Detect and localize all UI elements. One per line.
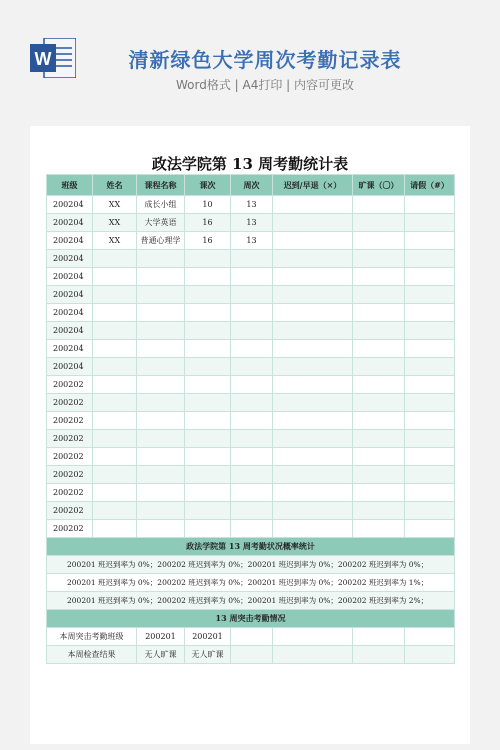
table-cell-session [185, 340, 231, 358]
table-cell-session [185, 484, 231, 502]
column-header: 课程名称 [137, 175, 185, 196]
table-cell-absent [353, 430, 405, 448]
table-cell-course [137, 430, 185, 448]
surprise-empty [273, 628, 353, 646]
table-cell-late [273, 520, 353, 538]
table-cell-session [185, 268, 231, 286]
column-header: 请假（#） [405, 175, 455, 196]
table-cell-class: 200204 [47, 196, 93, 214]
column-header: 周次 [231, 175, 273, 196]
table-cell-class: 200204 [47, 358, 93, 376]
table-cell-session: 16 [185, 214, 231, 232]
surprise-label: 本周检查结果 [47, 646, 137, 664]
column-header: 旷课（〇） [353, 175, 405, 196]
table-cell-late [273, 466, 353, 484]
table-cell-course [137, 520, 185, 538]
table-cell-late [273, 268, 353, 286]
table-cell-leave [405, 304, 455, 322]
table-cell-leave [405, 214, 455, 232]
table-cell-leave [405, 286, 455, 304]
table-cell-class: 200202 [47, 376, 93, 394]
surprise-empty [353, 646, 405, 664]
table-cell-week [231, 250, 273, 268]
table-cell-class: 200202 [47, 502, 93, 520]
table-cell-name [93, 448, 137, 466]
table-cell-session [185, 502, 231, 520]
table-cell-class: 200202 [47, 412, 93, 430]
table-cell-week [231, 520, 273, 538]
table-cell-week [231, 430, 273, 448]
document-page [30, 126, 470, 744]
table-cell-class: 200204 [47, 250, 93, 268]
table-cell-week [231, 304, 273, 322]
table-cell-absent [353, 232, 405, 250]
table-cell-absent [353, 214, 405, 232]
table-row [47, 376, 455, 394]
table-row [47, 250, 455, 268]
surprise-row [47, 628, 455, 646]
table-row [47, 196, 455, 214]
table-cell-absent [353, 340, 405, 358]
table-cell-week [231, 466, 273, 484]
table-cell-course [137, 376, 185, 394]
table-cell-late [273, 358, 353, 376]
table-row [47, 448, 455, 466]
column-header: 班级 [47, 175, 93, 196]
table-cell-leave [405, 502, 455, 520]
table-cell-absent [353, 376, 405, 394]
table-cell-late [273, 484, 353, 502]
table-cell-course [137, 250, 185, 268]
table-cell-course [137, 340, 185, 358]
table-cell-leave [405, 376, 455, 394]
table-cell-absent [353, 412, 405, 430]
table-row [47, 484, 455, 502]
table-cell-session [185, 520, 231, 538]
table-cell-leave [405, 448, 455, 466]
table-row [47, 358, 455, 376]
table-cell-name: XX [93, 214, 137, 232]
table-cell-session [185, 466, 231, 484]
table-cell-late [273, 340, 353, 358]
table-cell-absent [353, 466, 405, 484]
table-cell-name [93, 520, 137, 538]
table-cell-course [137, 502, 185, 520]
table-cell-name: XX [93, 196, 137, 214]
table-cell-course [137, 484, 185, 502]
surprise-empty [231, 628, 273, 646]
table-cell-late [273, 448, 353, 466]
table-cell-absent [353, 394, 405, 412]
table-cell-absent [353, 502, 405, 520]
table-cell-session [185, 430, 231, 448]
table-cell-course [137, 466, 185, 484]
table-cell-late [273, 502, 353, 520]
surprise-row [47, 646, 455, 664]
table-cell-leave [405, 340, 455, 358]
word-document-icon [30, 38, 76, 78]
table-row [47, 322, 455, 340]
table-cell-session [185, 358, 231, 376]
table-cell-late [273, 196, 353, 214]
table-cell-late [273, 376, 353, 394]
table-cell-name [93, 430, 137, 448]
table-cell-session [185, 394, 231, 412]
table-cell-course [137, 286, 185, 304]
table-cell-leave [405, 268, 455, 286]
surprise-label: 本周突击考勤班级 [47, 628, 137, 646]
table-cell-week [231, 412, 273, 430]
surprise-empty [273, 646, 353, 664]
stats-line: 200201 班迟到率为 0%；200202 班迟到率为 0%；200201 班迟到率为 0%；200202 班迟到率为 0%； [47, 556, 455, 574]
table-cell-class: 200204 [47, 214, 93, 232]
surprise-empty [405, 646, 455, 664]
table-cell-name [93, 286, 137, 304]
table-cell-late [273, 286, 353, 304]
table-cell-session [185, 250, 231, 268]
table-cell-leave [405, 358, 455, 376]
column-header: 迟到/早退（×） [273, 175, 353, 196]
stats-title-row [47, 538, 455, 556]
table-cell-absent [353, 520, 405, 538]
table-cell-leave [405, 412, 455, 430]
table-cell-absent [353, 196, 405, 214]
table-header-row [47, 175, 455, 196]
table-cell-course: 成长小组 [137, 196, 185, 214]
table-cell-course [137, 268, 185, 286]
table-cell-name [93, 466, 137, 484]
table-cell-class: 200202 [47, 394, 93, 412]
table-cell-session [185, 322, 231, 340]
table-cell-course [137, 448, 185, 466]
table-cell-week [231, 484, 273, 502]
table-cell-session [185, 412, 231, 430]
table-cell-name [93, 304, 137, 322]
svg-text:W: W [34, 49, 52, 69]
table-cell-class: 200202 [47, 466, 93, 484]
table-cell-name [93, 502, 137, 520]
table-cell-session: 16 [185, 232, 231, 250]
table-row [47, 214, 455, 232]
table-cell-late [273, 394, 353, 412]
table-cell-week [231, 322, 273, 340]
stats-row [47, 556, 455, 574]
surprise-value: 200201 [185, 628, 231, 646]
table-cell-session [185, 448, 231, 466]
table-cell-leave [405, 466, 455, 484]
surprise-value: 无人旷课 [137, 646, 185, 664]
table-cell-week [231, 502, 273, 520]
surprise-empty [231, 646, 273, 664]
table-cell-class: 200204 [47, 340, 93, 358]
table-cell-week [231, 358, 273, 376]
table-cell-session [185, 304, 231, 322]
table-cell-leave [405, 394, 455, 412]
table-row [47, 340, 455, 358]
table-cell-session [185, 376, 231, 394]
table-cell-class: 200202 [47, 484, 93, 502]
table-cell-absent [353, 268, 405, 286]
table-cell-leave [405, 520, 455, 538]
table-row [47, 268, 455, 286]
table-cell-leave [405, 430, 455, 448]
table-cell-class: 200204 [47, 232, 93, 250]
stats-row [47, 574, 455, 592]
table-cell-leave [405, 250, 455, 268]
table-cell-week [231, 340, 273, 358]
table-cell-absent [353, 304, 405, 322]
table-cell-leave [405, 484, 455, 502]
column-header: 姓名 [93, 175, 137, 196]
table-row [47, 430, 455, 448]
table-cell-course [137, 304, 185, 322]
table-cell-class: 200204 [47, 322, 93, 340]
table-cell-name: XX [93, 232, 137, 250]
table-cell-course [137, 322, 185, 340]
surprise-empty [405, 628, 455, 646]
table-cell-course [137, 394, 185, 412]
table-row [47, 286, 455, 304]
table-cell-name [93, 376, 137, 394]
page-title: 清新绿色大学周次考勤记录表 [128, 48, 402, 72]
table-cell-class: 200204 [47, 304, 93, 322]
table-cell-course: 大学英语 [137, 214, 185, 232]
surprise-empty [353, 628, 405, 646]
table-cell-late [273, 322, 353, 340]
table-cell-course: 普通心理学 [137, 232, 185, 250]
page-subtitle: Word格式 | A4打印 | 内容可更改 [175, 78, 355, 92]
table-cell-week: 13 [231, 196, 273, 214]
attendance-table [46, 174, 455, 664]
table-cell-class: 200202 [47, 448, 93, 466]
table-cell-session: 10 [185, 196, 231, 214]
page-header [0, 0, 500, 110]
surprise-value: 200201 [137, 628, 185, 646]
table-cell-leave [405, 322, 455, 340]
table-cell-late [273, 214, 353, 232]
table-cell-absent [353, 250, 405, 268]
table-cell-name [93, 250, 137, 268]
surprise-value: 无人旷课 [185, 646, 231, 664]
table-cell-session [185, 286, 231, 304]
table-cell-week: 13 [231, 214, 273, 232]
surprise-title: 13 周突击考勤情况 [47, 610, 455, 628]
table-cell-name [93, 268, 137, 286]
table-row [47, 412, 455, 430]
stats-title: 政法学院第 13 周考勤状况概率统计 [47, 538, 455, 556]
table-cell-name [93, 322, 137, 340]
table-cell-late [273, 232, 353, 250]
table-cell-late [273, 250, 353, 268]
table-cell-absent [353, 358, 405, 376]
table-cell-name [93, 340, 137, 358]
table-cell-late [273, 430, 353, 448]
table-row [47, 502, 455, 520]
table-row [47, 304, 455, 322]
table-cell-late [273, 412, 353, 430]
table-cell-absent [353, 448, 405, 466]
table-cell-leave [405, 196, 455, 214]
column-header: 课次 [185, 175, 231, 196]
table-cell-name [93, 412, 137, 430]
surprise-title-row [47, 610, 455, 628]
table-cell-late [273, 304, 353, 322]
table-cell-absent [353, 322, 405, 340]
table-row [47, 520, 455, 538]
table-cell-name [93, 358, 137, 376]
table-cell-name [93, 394, 137, 412]
document-title: 政法学院第 13 周考勤统计表 [151, 155, 349, 173]
table-cell-absent [353, 484, 405, 502]
table-cell-course [137, 412, 185, 430]
stats-row [47, 592, 455, 610]
table-cell-course [137, 358, 185, 376]
table-cell-absent [353, 286, 405, 304]
table-cell-week [231, 376, 273, 394]
table-cell-week [231, 448, 273, 466]
table-cell-leave [405, 232, 455, 250]
table-cell-class: 200202 [47, 520, 93, 538]
table-cell-class: 200204 [47, 286, 93, 304]
table-cell-week [231, 286, 273, 304]
table-cell-week: 13 [231, 232, 273, 250]
table-row [47, 466, 455, 484]
stats-line: 200201 班迟到率为 0%；200202 班迟到率为 0%；200201 班迟到率为 0%；200202 班迟到率为 2%； [47, 592, 455, 610]
table-cell-week [231, 268, 273, 286]
table-cell-class: 200202 [47, 430, 93, 448]
stats-line: 200201 班迟到率为 0%；200202 班迟到率为 0%；200201 班迟到率为 0%；200202 班迟到率为 1%； [47, 574, 455, 592]
table-cell-name [93, 484, 137, 502]
table-cell-week [231, 394, 273, 412]
table-row [47, 394, 455, 412]
table-cell-class: 200204 [47, 268, 93, 286]
table-row [47, 232, 455, 250]
